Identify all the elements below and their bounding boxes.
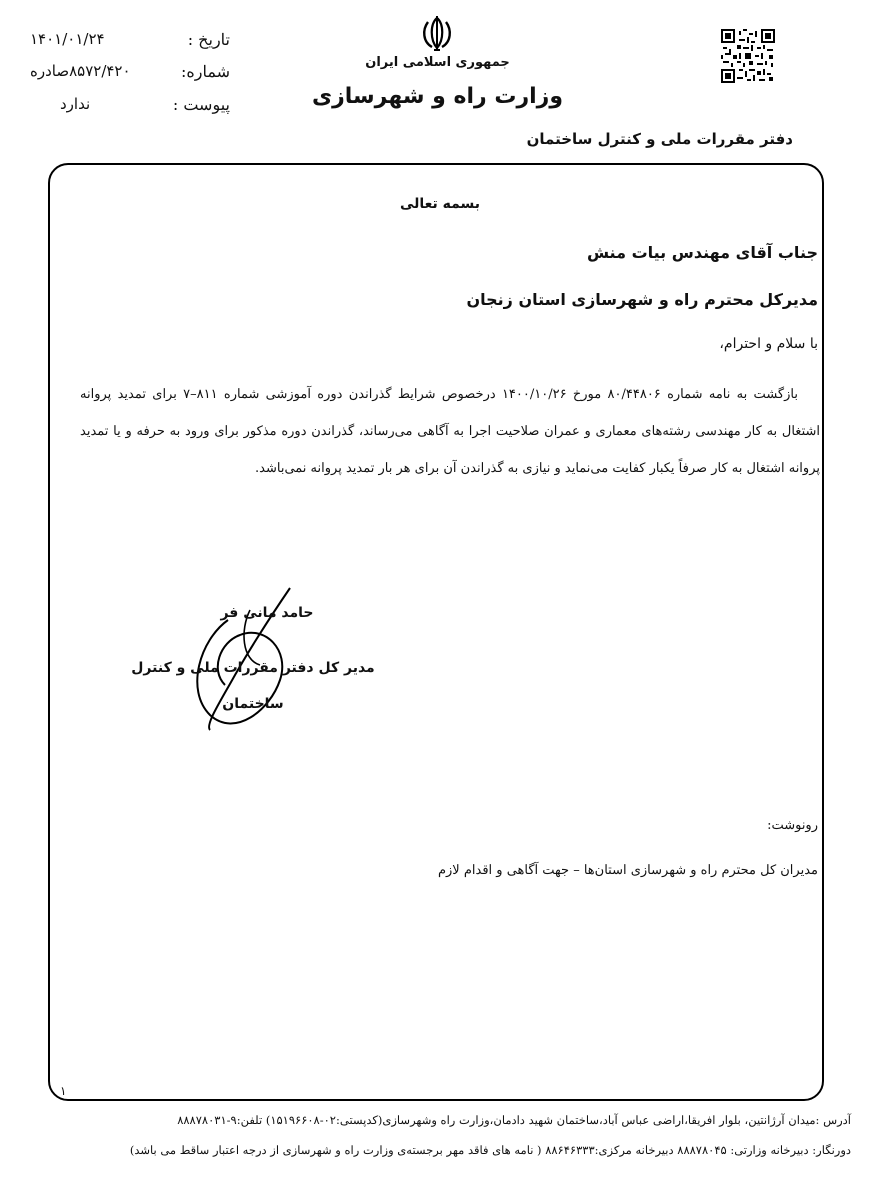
bismillah: بسمه تعالی [399,196,481,212]
footer-address: آدرس :میدان آرژانتین، بلوار افریقا،اراضی عباس آباد،ساختمان شهید دادمان،وزارت راه وشهرسازی(کدپستی:۰۲-۱۵۱۹۶۶۰۸) تلفن:۹-۸۸۸۷۸۰۳۱ [177,1113,851,1127]
number-row [30,62,230,86]
office-title: دفتر مقررات ملی و کنترل ساختمان [526,130,793,148]
signer-title: مدیر کل دفتر مقررات ملی و کنترل ساختمان [131,660,375,712]
date-value: ۱۴۰۱/۰۱/۲۴ [30,30,105,48]
attachment-row [30,95,230,119]
republic-title: جمهوری اسلامی ایران [365,55,510,70]
number-label: شماره: [180,62,230,81]
letter-body: بازگشت به نامه شماره ۸۰/۴۴۸۰۶ مورخ ۱۴۰۰/۱۰/۲۶ درخصوص شرایط گذراندن دوره آموزشی شماره ۸۱۱–۷ برای تمدید پروانه اشتغال به کار مهندسی رشته‌های معماری و عمران صلاحیت اجرا به آگاهی می‌رساند، گذراندن دوره مذکور برای ورود به حرفه و یا تمدید پروانه اشتغال به کار صرفاً یکبار کفایت می‌نماید و نیازی به گذراندن آن برای هر بار تمدید پروانه نمی‌باشد. [80,387,821,476]
footer-fax: دورنگار: دبیرخانه وزارتی: ۸۸۸۷۸۰۴۵ دبیرخانه مرکزی:۸۸۶۴۶۳۳۳ ( نامه های فاقد مهر برجسته‌ی وزارت راه و شهرسازی از درجه اعتبار ساقط می باشد) [129,1143,851,1157]
recipient-name: جناب آقای مهندس بیات منش [586,243,818,262]
number-value: ۸۵۷۲/۴۲۰صادره [30,62,131,80]
date-row [30,30,230,54]
signer-name: حامد مانی فر [220,605,314,621]
cc-text: مدیران کل محترم راه و شهرسازی استان‌ها – جهت آگاهی و اقدام لازم [437,863,818,878]
attachment-label: پیوست : [172,95,230,114]
page-number: ۱ [60,1084,67,1098]
qr-code-icon [721,29,775,83]
attachment-value: ندارد [60,95,91,113]
recipient-title: مدیرکل محترم راه و شهرسازی استان زنجان [466,290,818,309]
greeting: با سلام و احترام، [719,336,818,352]
cc-label: رونوشت: [767,818,818,833]
ministry-title: وزارت راه و شهرسازی [311,84,564,109]
iran-emblem-icon [418,14,456,54]
date-label: تاریخ : [187,30,230,49]
